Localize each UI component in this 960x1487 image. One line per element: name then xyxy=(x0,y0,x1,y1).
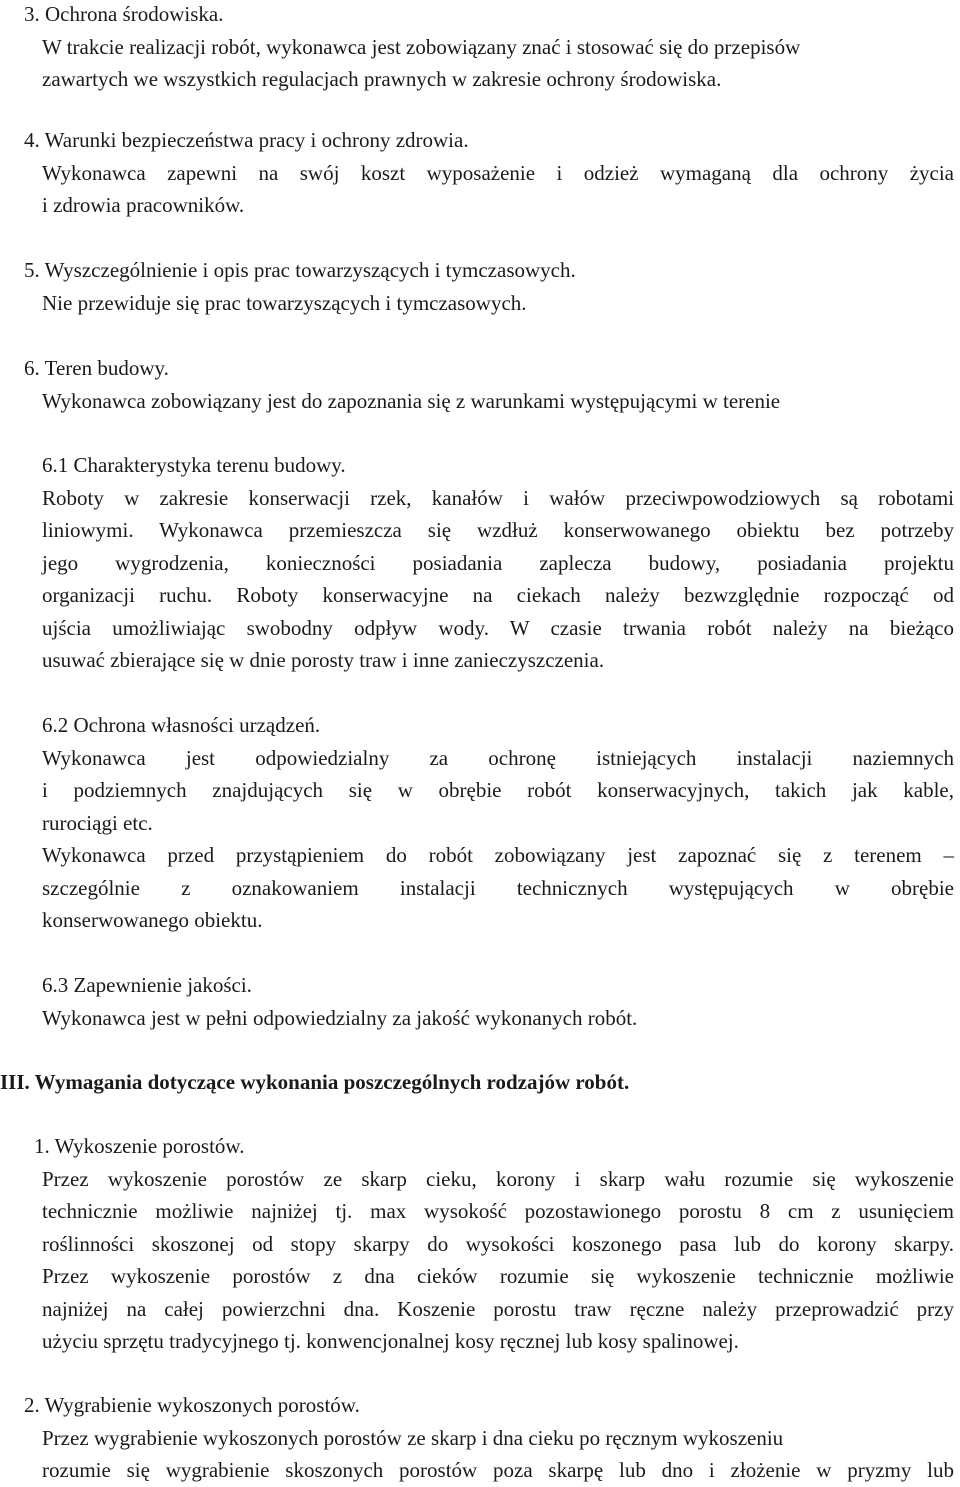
paragraph-line: liniowymi. Wykonawca przemieszcza się wzdłuż konserwowanego obiektu bez potrzeby xyxy=(42,518,954,542)
work-item-2 xyxy=(0,1389,954,1487)
paragraph-line: W trakcie realizacji robót, wykonawca jest zobowiązany znać i stosować się do przepisów xyxy=(42,34,801,59)
paragraph-line: rurociągi etc. xyxy=(42,810,153,835)
section-6-1 xyxy=(0,449,954,677)
section-6-3 xyxy=(0,969,954,1034)
paragraph-line: Przez wygrabienie wykoszonych porostów ze skarp i dna cieku po ręcznym wykoszeniu xyxy=(42,1425,784,1450)
paragraph-line: Wykonawca jest w pełni odpowiedzialny za jakość wykonanych robót. xyxy=(42,1005,638,1030)
paragraph-line: organizacji ruchu. Roboty konserwacyjne na ciekach należy bezwzględnie rozpocząć od xyxy=(42,583,954,607)
section-6 xyxy=(0,352,954,417)
section-heading: 2. Wygrabienie wykoszonych porostów. xyxy=(24,1393,360,1417)
paragraph-line: Wykonawca przed przystąpieniem do robót zobowiązany jest zapoznać się z terenem – xyxy=(42,843,954,867)
section-5 xyxy=(0,254,954,319)
paragraph-line: rozumie się wygrabienie skoszonych porostów poza skarpę lub dno i złożenie w pryzmy lub xyxy=(42,1458,954,1482)
chapter-heading: III. Wymagania dotyczące wykonania poszczególnych rodzajów robót. xyxy=(0,1070,630,1094)
section-heading: 3. Ochrona środowiska. xyxy=(24,2,224,26)
paragraph-line: Nie przewiduje się prac towarzyszących i tymczasowych. xyxy=(42,290,527,315)
section-heading: 6.1 Charakterystyka terenu budowy. xyxy=(42,453,346,477)
section-heading: 6.3 Zapewnienie jakości. xyxy=(42,973,252,997)
paragraph-line: usuwać zbierające się w dnie porosty traw i inne zanieczyszczenia. xyxy=(42,648,605,672)
section-heading: 6.2 Ochrona własności urządzeń. xyxy=(42,713,321,737)
paragraph-line: konserwowanego obiektu. xyxy=(42,908,263,932)
paragraph-line: najniżej na całej powierzchni dna. Koszenie porostu traw ręczne należy przeprowadzić przy xyxy=(42,1296,954,1321)
section-heading: 4. Warunki bezpieczeństwa pracy i ochrony zdrowia. xyxy=(24,128,469,152)
paragraph-line: i zdrowia pracowników. xyxy=(42,193,245,217)
section-4 xyxy=(0,124,954,222)
work-item-1 xyxy=(0,1130,954,1358)
paragraph-line: Przez wykoszenie porostów z dna cieków rozumie się wykoszenie technicznie możliwie xyxy=(42,1264,954,1288)
paragraph-line: jego wygrodzenia, konieczności posiadania zaplecza budowy, posiadania projektu xyxy=(42,550,954,575)
section-heading: 1. Wykoszenie porostów. xyxy=(34,1134,245,1158)
section-III xyxy=(0,1066,954,1099)
paragraph-line: Wykonawca jest odpowiedzialny za ochronę istniejących instalacji naziemnych xyxy=(42,745,954,770)
section-heading: 5. Wyszczególnienie i opis prac towarzyszących i tymczasowych. xyxy=(24,258,576,282)
paragraph-line: i podziemnych znajdujących się w obrębie robót konserwacyjnych, takich jak kable, xyxy=(42,778,954,802)
paragraph-line: Roboty w zakresie konserwacji rzek, kanałów i wałów przeciwpowodziowych są robotami xyxy=(42,485,954,510)
paragraph-line: użyciu sprzętu tradycyjnego tj. konwencjonalnej kosy ręcznej lub kosy spalinowej. xyxy=(42,1329,739,1353)
paragraph-line: zawartych we wszystkich regulacjach prawnych w zakresie ochrony środowiska. xyxy=(42,67,722,91)
section-3 xyxy=(0,0,954,96)
paragraph-line: Wykonawca zobowiązany jest do zapoznania się z warunkami występującymi w terenie xyxy=(42,388,781,413)
paragraph-line: ujścia umożliwiając swobodny odpływ wody. W czasie trwania robót należy na bieżąco xyxy=(42,615,954,640)
paragraph-line: Wykonawca zapewni na swój koszt wyposażenie i odzież wymaganą dla ochrony życia xyxy=(42,160,954,185)
paragraph-line: Przez wykoszenie porostów ze skarp cieku, korony i skarp wału rozumie się wykoszenie xyxy=(42,1166,954,1191)
paragraph-line: technicznie możliwie najniżej tj. max wysokość pozostawionego porostu 8 cm z usunięciem xyxy=(42,1199,954,1223)
section-6-2 xyxy=(0,709,954,937)
paragraph-line: szczególnie z oznakowaniem instalacji technicznych występujących w obrębie xyxy=(42,875,954,900)
paragraph-line: roślinności skoszonej od stopy skarpy do wysokości koszonego pasa lub do korony skarpy. xyxy=(42,1231,954,1256)
section-heading: 6. Teren budowy. xyxy=(24,356,169,380)
